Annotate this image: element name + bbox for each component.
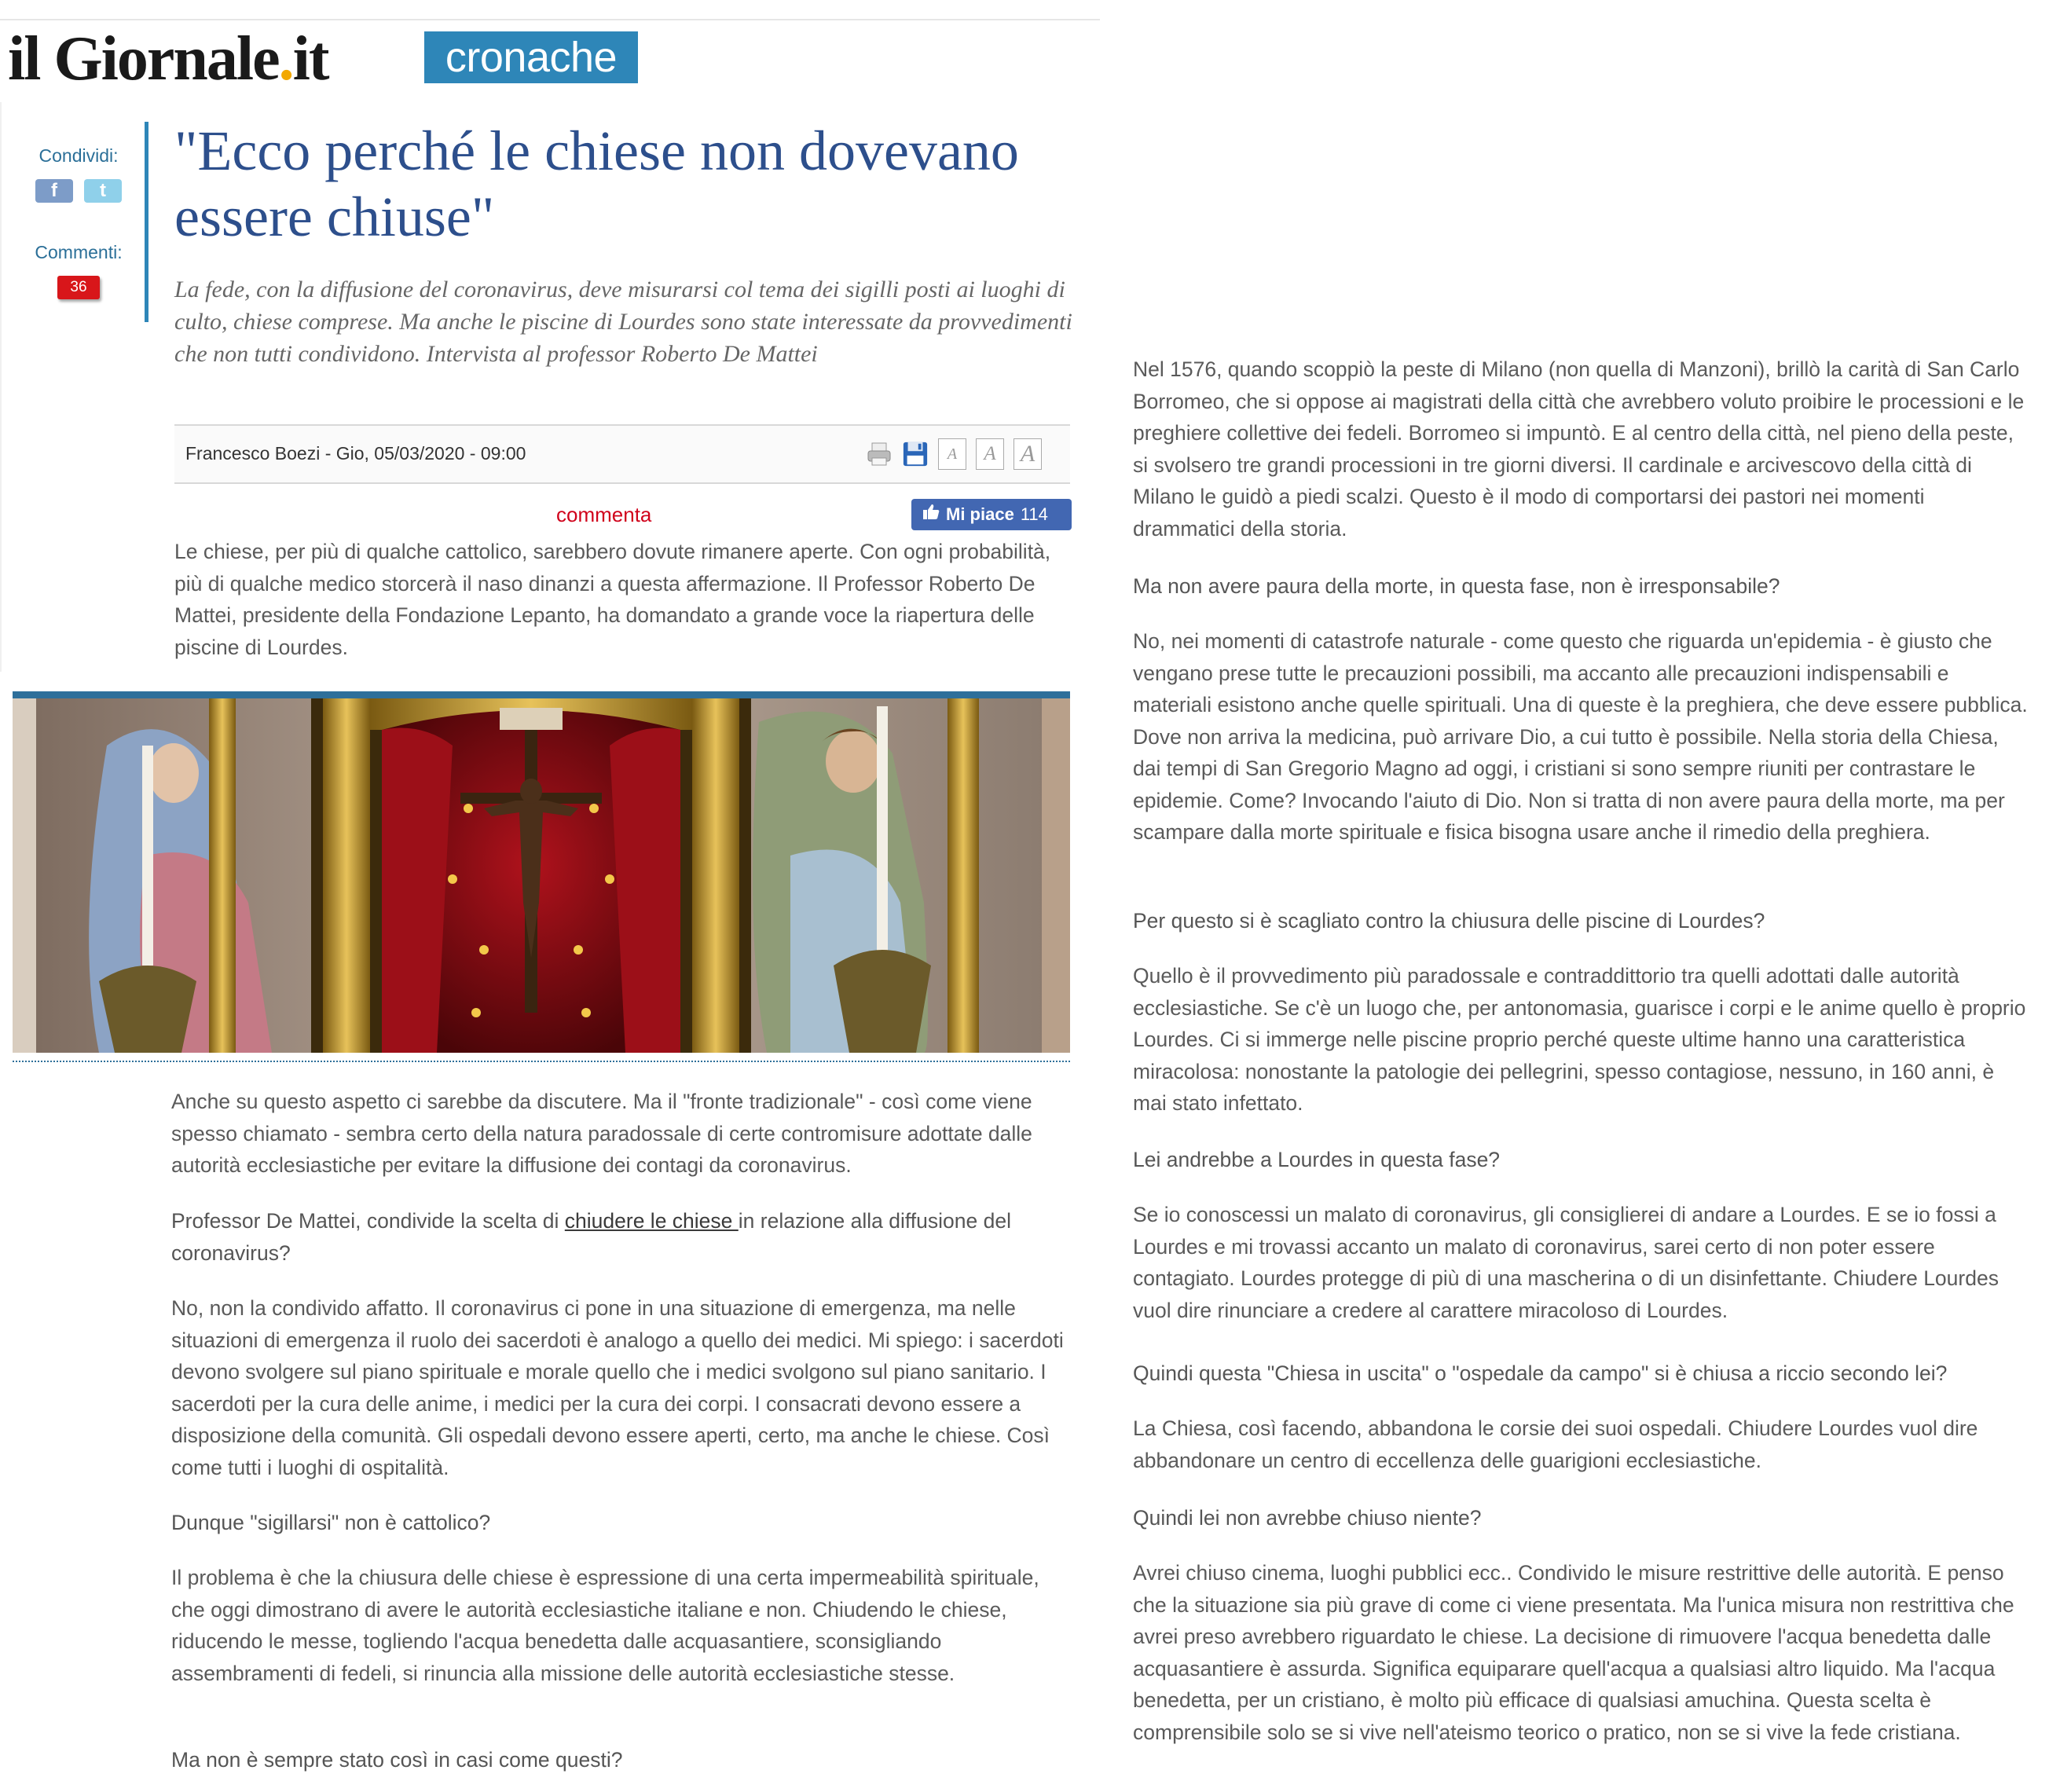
byline-bar — [174, 424, 1070, 484]
question-5: Per questo si è scagliato contro la chiusura delle piscine di Lourdes? — [1133, 909, 1765, 933]
thumbs-up-icon — [922, 499, 940, 530]
site-logo[interactable] — [8, 24, 328, 94]
question-7: Quindi questa "Chiesa in uscita" o "ospedale da campo" si è chiusa a riccio secondo lei? — [1133, 1361, 1948, 1385]
question-3: Ma non è sempre stato così in casi come questi? — [171, 1748, 623, 1772]
logo-text: il Giornale.it — [8, 24, 328, 93]
article-tools — [866, 438, 1042, 470]
byline: Francesco Boezi - Gio, 05/03/2020 - 09:00 — [185, 443, 526, 464]
comment-count-badge[interactable]: 36 — [57, 276, 100, 299]
share-label: Condividi: — [38, 145, 119, 166]
answer-2: Il problema è che la chiusura delle chiese è espressione di una certa impermeabilità spirituale, che oggi dimostrano di avere le autorità ecclesiastiche italiane e non. Chiudendo le chiese, riducendo le messe, togliendo l'acqua benedetta dalle acquasantiere, sconsigliando assembramenti di fedeli, si rinuncia alla missione delle autorità ecclesiastiche stesse. — [171, 1566, 1039, 1685]
like-count: 114 — [1020, 504, 1048, 524]
like-button[interactable] — [911, 499, 1072, 530]
title-accent-bar — [145, 122, 148, 322]
photo-divider — [13, 1061, 1070, 1062]
save-icon[interactable] — [902, 439, 929, 469]
answer-8: Avrei chiuso cinema, luoghi pubblici ecc.. Condivido le misure restrittive delle autorità. E penso che la situazione sia più grave di come ci viene presentata. Ma l'unica misura non restrittiva che avrei preso avrebbero riguardato le chiese. La decisione di rimuovere l'acqua benedetta dalle acquasantiere è assurda. Significa equiparare quell'acqua a qualsiasi altro liquido. Ma l'acqua benedetta, per un cristiano, è molto più efficace di qualsiasi amuchina. Questa scelta è comprensibile solo se si vive nell'ateismo teorico o pratico, non se si vive la fede cristiana. — [1133, 1561, 2014, 1744]
section-label[interactable]: cronache — [424, 31, 638, 83]
comment-link[interactable]: commenta — [556, 503, 652, 526]
answer-6: Se io conoscessi un malato di coronavirus, gli consiglierei di andare a Lourdes. E se io fossi a Lourdes e mi trovassi accanto un malato di coronavirus, sarei certo di non poter essere contagiato. Lourdes protegge di più di una mascherina o di un disinfettante. Chiudere Lourdes vuol dire rinunciare a credere al carattere miracoloso di Lourdes. — [1133, 1203, 1999, 1322]
facebook-icon[interactable]: f — [35, 179, 73, 203]
like-label: Mi piace — [946, 504, 1014, 524]
question-8: Quindi lei non avrebbe chiuso niente? — [1133, 1506, 1482, 1530]
share-panel — [24, 145, 134, 299]
font-size-small-icon[interactable]: A — [938, 438, 966, 470]
article-summary: La fede, con la diffusione del coronavirus, deve misurarsi col tema dei sigilli posti ai luoghi di culto, chiese comprese. Ma anche le piscine di Lourdes sono state interessate da provvedimenti che non tutti condividono. Intervista al professor Roberto De Mattei — [174, 277, 1072, 367]
comments-label: Commenti: — [35, 242, 123, 262]
answer-4: No, nei momenti di catastrofe naturale - come questo che riguarda un'epidemia - è giusto che vengano prese tutte le precauzioni possibili, ma accanto alle precauzioni indispensabili e materiali esistono anche quelle spirituali. Una di queste è la preghiera, che deve essere pubblica. Dove non arriva la medicina, può arrivare Dio, a cui tutto è possibile. Nella storia della Chiesa, dai tempi di San Gregorio Magno ad oggi, i cristiani si sono sempre riuniti per contrastare le epidemie. Come? Invocando l'aiuto di Dio. Non si tratta di non avere paura della morte, ma per scampare dalla morte spirituale e fisica bisogna usare anche il rimedio della preghiera. — [1133, 629, 2028, 844]
article-title: "Ecco perché le chiese non dovevano essere chiuse" — [174, 119, 1019, 248]
answer-7: La Chiesa, così facendo, abbandona le corsie dei suoi ospedali. Chiudere Lourdes vuol dire abbandonare un centro di eccellenza delle guarigioni ecclesiastiche. — [1133, 1416, 1978, 1472]
font-size-medium-icon[interactable]: A — [976, 438, 1004, 470]
question-6: Lei andrebbe a Lourdes in questa fase? — [1133, 1148, 1501, 1171]
article-photo — [13, 691, 1070, 1053]
font-size-large-icon[interactable]: A — [1014, 438, 1042, 470]
answer-1: No, non la condivido affatto. Il coronavirus ci pone in una situazione di emergenza, ma nelle situazioni di emergenza il ruolo dei sacerdoti è analogo a quello dei medici. Mi spiego: i sacerdoti devono svolgere sul piano spirituale e morale quello che i medici svolgono sul piano sanitario. I sacerdoti per la cura delle anime, i medici per la cura dei corpi. I consacrati devono essere a disposizione della comunità. Gli ospedali devono essere aperti, certo, ma anche le chiese. Così come tutti i luoghi di ospitalità. — [171, 1296, 1064, 1479]
question-1: Professor De Mattei, condivide la scelta di chiudere le chiese in relazione alla diffusione del coronavirus? — [171, 1209, 1011, 1265]
close-churches-link[interactable]: chiudere le chiese — [564, 1209, 739, 1233]
answer-5: Quello è il provvedimento più paradossale e contraddittorio tra quelli adottati dalle autorità ecclesiastiche. Se c'è un luogo che, per antonomasia, guarisce i corpi e le anime quello è proprio Lourdes. Ci si immerge nelle piscine proprio perché queste ultime hanno una caratteristica miracolosa: nonostante la patologie dei pellegrini, spesso contagiose, nessuno, in 160 anni, è mai stato infettato. — [1133, 964, 2026, 1115]
top-divider — [0, 19, 1100, 20]
answer-3: Nel 1576, quando scoppiò la peste di Milano (non quella di Manzoni), brillò la carità di San Carlo Borromeo, che si oppose ai magistrati della città che avrebbero voluto proibire le processioni e le preghiere collettive dei fedeli. Borromeo si impuntò. E al centro della città, nel pieno della peste, si svolsero tre grandi processioni in tre giorni diversi. Il cardinale e arcivescovo della città di Milano le guidò a piedi scalzi. Questo è il modo di comportarsi dei pastori nei momenti drammatici della storia. — [1133, 357, 2025, 541]
print-icon[interactable] — [866, 439, 893, 469]
question-4: Ma non avere paura della morte, in questa fase, non è irresponsabile? — [1133, 574, 1780, 598]
paragraph-1: Anche su questo aspetto ci sarebbe da discutere. Ma il "fronte tradizionale" - così come viene spesso chiamato - sembra certo della natura paradossale di certe contromisure adottate dalle autorità ecclesiastiche per evitare la diffusione dei contagi da coronavirus. — [171, 1090, 1032, 1177]
question-2: Dunque "sigillarsi" non è cattolico? — [171, 1511, 491, 1534]
article-intro: Le chiese, per più di qualche cattolico, sarebbero dovute rimanere aperte. Con ogni probabilità, più di qualche medico storcerà il naso dinanzi a questa affermazione. Il Professor Roberto De Mattei, presidente della Fondazione Lepanto, ha domandato a grande voce la riapertura delle piscine di Lourdes. — [174, 540, 1051, 659]
twitter-icon[interactable]: t — [84, 179, 122, 203]
